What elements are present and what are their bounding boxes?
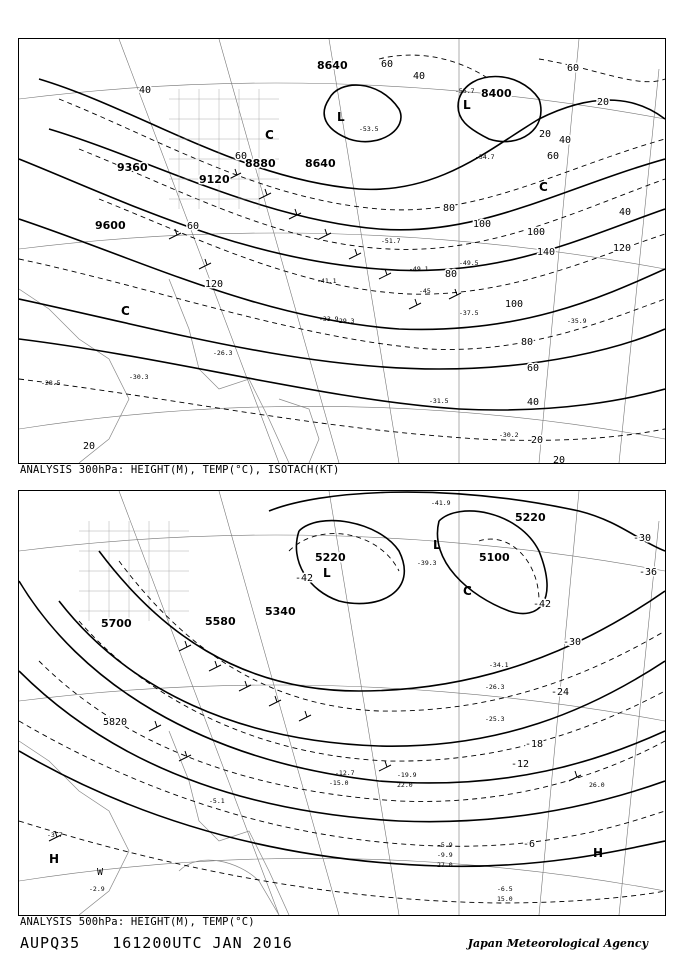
height-contours — [19, 492, 665, 866]
isotach-label: 40 — [559, 135, 572, 146]
temp-label: -30.2 — [499, 431, 519, 439]
station-label: -34.1 — [489, 661, 509, 669]
hatched-area — [79, 521, 189, 621]
low-pressure-symbol: L — [337, 110, 345, 124]
temp-label: -53.5 — [359, 125, 379, 133]
low-pressure-symbol: L — [463, 98, 471, 112]
height-label: 9120 — [199, 173, 230, 186]
station-label: 15.0 — [497, 895, 513, 903]
cold-center-symbol: C — [463, 584, 472, 598]
temp-label: -55.7 — [455, 87, 475, 95]
isotach-label: 100 — [473, 219, 492, 230]
temp-label: -49.5 — [459, 259, 479, 267]
product-id: AUPQ35 — [20, 934, 81, 952]
cold-center-symbol: C — [265, 128, 274, 142]
temp-contour-label: -30 — [563, 637, 582, 648]
temp-label: -51.7 — [381, 237, 401, 245]
station-label: 22.0 — [397, 781, 413, 789]
temp-contour-label: -36 — [639, 567, 658, 578]
station-label: -15.0 — [329, 779, 349, 787]
station-label: -26.3 — [485, 683, 505, 691]
station-label: -12.7 — [335, 769, 355, 777]
isotach-label: 40 — [413, 71, 426, 82]
isotach-label: 140 — [537, 247, 556, 258]
isotach-label: 100 — [505, 299, 524, 310]
isotach-label: 40 — [527, 397, 540, 408]
graticule — [19, 39, 665, 463]
height-label: 8640 — [317, 59, 348, 72]
isotach-label: 20 — [553, 455, 566, 463]
temp-label: -29.3 — [335, 317, 355, 325]
map-300hpa-canvas — [19, 39, 665, 463]
station-label: -9.9 — [437, 851, 453, 859]
temp-label: -35.9 — [567, 317, 587, 325]
temp-label: -26.3 — [213, 349, 233, 357]
isotach-label: 120 — [205, 279, 224, 290]
caption-500hpa: ANALYSIS 500hPa: HEIGHT(M), TEMP(°C) — [20, 916, 255, 928]
coastline — [19, 731, 289, 915]
station-label: 27.0 — [437, 861, 453, 869]
isotach-label: 60 — [547, 151, 560, 162]
isotach-label: 60 — [187, 221, 200, 232]
height-label: 8640 — [305, 157, 336, 170]
temp-contour-label: -24 — [551, 687, 570, 698]
caption-300hpa: ANALYSIS 300hPa: HEIGHT(M), TEMP(°C), ISOTACH(KT) — [20, 464, 340, 476]
low-pressure-symbol: L — [433, 538, 441, 552]
station-label: -5.1 — [209, 797, 225, 805]
temp-label: -45 — [419, 287, 431, 295]
low-pressure-symbol: L — [323, 566, 331, 580]
station-label: -39.3 — [417, 559, 437, 567]
station-label: 26.0 — [589, 781, 605, 789]
isotach-label: 80 — [445, 269, 458, 280]
station-label: -2.9 — [89, 885, 105, 893]
isotach-label: 60 — [527, 363, 540, 374]
height-label: 9600 — [95, 219, 126, 232]
isotach-label: 20 — [597, 97, 610, 108]
temp-contour-label: -12 — [511, 759, 530, 770]
station-label: -41.9 — [431, 499, 451, 507]
station-label: -19.9 — [397, 771, 417, 779]
temp-contour-label: -18 — [525, 739, 544, 750]
isotach-label: 60 — [567, 63, 580, 74]
valid-datetime: 161200UTC JAN 2016 — [112, 934, 293, 952]
isotach-label: 120 — [613, 243, 632, 254]
height-label: 5100 — [479, 551, 510, 564]
map-500hpa — [18, 490, 666, 916]
warm-center-symbol: W — [97, 867, 104, 878]
station-label: -3.7 — [47, 831, 63, 839]
temp-contour-label: -30 — [633, 533, 652, 544]
isotach-label: 80 — [443, 203, 456, 214]
high-pressure-symbol: H — [593, 846, 604, 860]
height-label: 5580 — [205, 615, 236, 628]
height-contours — [19, 77, 665, 410]
temp-label: -28.5 — [41, 379, 61, 387]
temp-label: -54.7 — [475, 153, 495, 161]
map-300hpa — [18, 38, 666, 464]
height-label: 5220 — [315, 551, 346, 564]
agency-name: Japan Meteorological Agency — [467, 937, 648, 950]
isotach-label: 20 — [531, 435, 544, 446]
height-label: 5820 — [103, 717, 128, 728]
temp-label: -37.5 — [459, 309, 479, 317]
height-label: 5700 — [101, 617, 132, 630]
temp-contour-label: -6 — [523, 839, 536, 850]
isotach-label: 60 — [235, 151, 248, 162]
cold-center-symbol: C — [539, 180, 548, 194]
map-500hpa-canvas — [19, 491, 665, 915]
station-label: -6.5 — [497, 885, 513, 893]
isotach-label: 80 — [521, 337, 534, 348]
isotach-label: 60 — [381, 59, 394, 70]
isotach-label: 20 — [539, 129, 552, 140]
height-label: 9360 — [117, 161, 148, 174]
station-label: -25.3 — [485, 715, 505, 723]
station-label: -5.9 — [437, 841, 453, 849]
temp-contour-label: -42 — [533, 599, 552, 610]
height-label: 8400 — [481, 87, 512, 100]
hatched-area — [169, 89, 279, 209]
chart-identifier — [20, 934, 315, 952]
temp-label: -31.5 — [429, 397, 449, 405]
isotach-label: 40 — [619, 207, 632, 218]
temp-contour-label: -42 — [295, 573, 314, 584]
cold-center-symbol: C — [121, 304, 130, 318]
height-label: 8880 — [245, 157, 276, 170]
isotach-label: 20 — [83, 441, 96, 452]
isotach-label: 100 — [527, 227, 546, 238]
isotach-label: 40 — [139, 85, 152, 96]
height-label: 5220 — [515, 511, 546, 524]
temp-label: -30.3 — [129, 373, 149, 381]
temp-label: -33.9 — [319, 315, 339, 323]
high-pressure-symbol: H — [49, 852, 60, 866]
temp-label: -41.1 — [317, 277, 337, 285]
temp-label: -49.1 — [409, 265, 429, 273]
height-label: 5340 — [265, 605, 296, 618]
